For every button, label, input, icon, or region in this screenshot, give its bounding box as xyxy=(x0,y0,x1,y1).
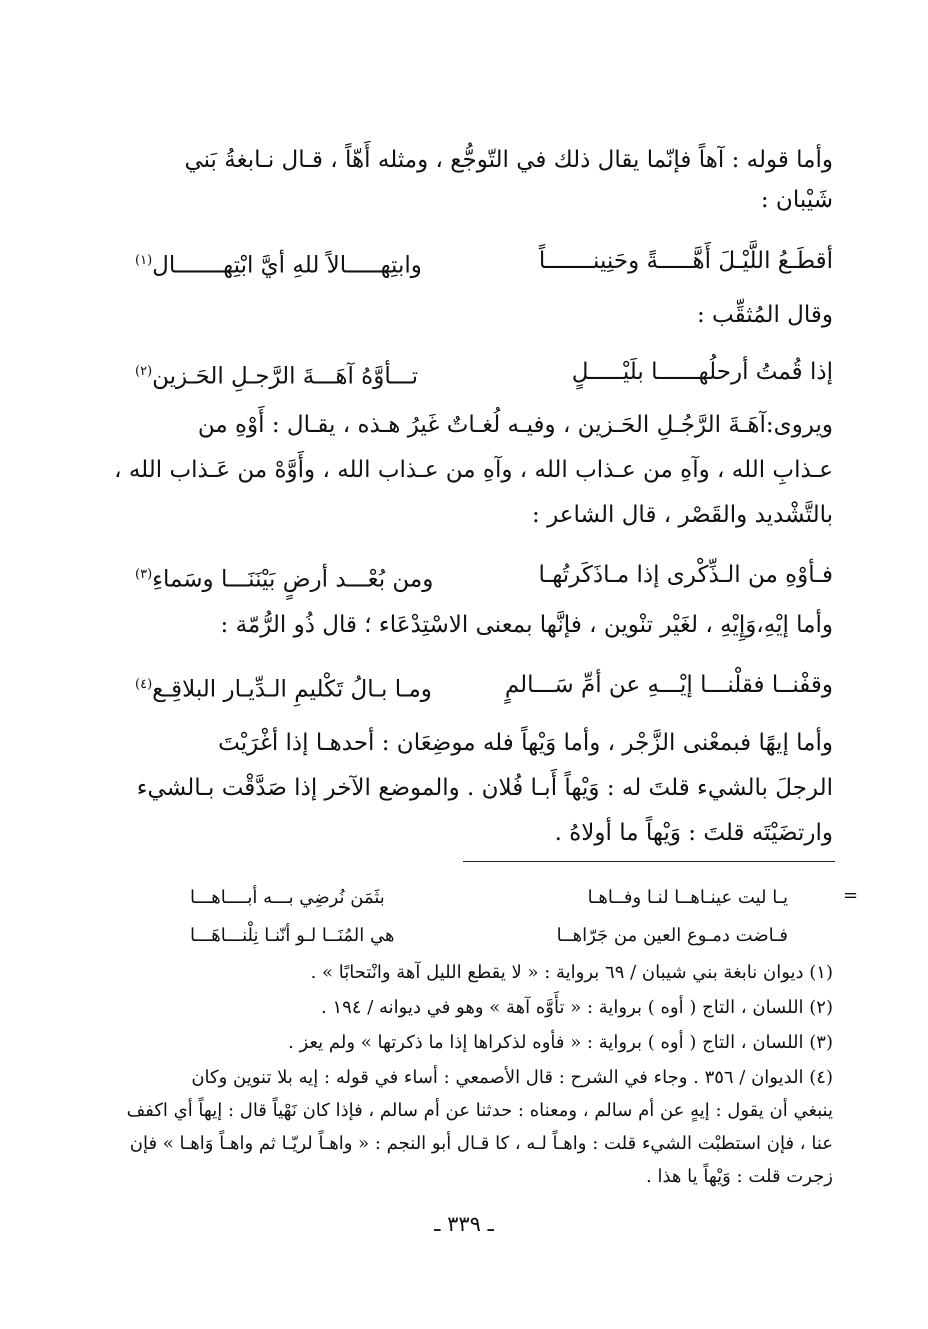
paragraph-line: عـذابِ الله ، وآهِ من عـذاب الله ، وآهِ من عـذاب الله ، وأَوَّهْ من عَـذاب الله ، xyxy=(114,457,833,483)
paragraph-line: بالتَّشْديد والقَصْر ، قال الشاعر : xyxy=(532,502,833,528)
footnote-separator xyxy=(463,861,835,862)
paragraph-line: وارتضَيْتَه قلتَ : وَيْهاً ما أولاهُ . xyxy=(554,820,833,846)
footnote-marker: (٤) xyxy=(135,677,153,692)
verse-second-hemistich xyxy=(135,670,432,705)
verse-text: وابتِهـــــالاً للهِ أيَّ ابْتِهـــــــال xyxy=(152,252,422,279)
footnote-2: (٢) اللسان ، التاج ( أوه ) برواية : « تأَوَّه آهة » وهو في ديوانه / ١٩٤ . xyxy=(321,997,833,1018)
verse-second-hemistich xyxy=(135,357,418,392)
verse-text: ومـا بـالُ تَكْليمِ الـدِّيـار البلاقِـع xyxy=(152,676,432,703)
verse-second-hemistich xyxy=(135,560,433,595)
verse-text: فـأوْهِ من الـذِّكْرى إذا مـاذَكَرتُهـا xyxy=(538,562,833,588)
footnote-4-line: (٤) الديوان / ٣٥٦ . وجاء في الشرح : قال الأصمعي : أساء في قوله : إيه بلا تنوين وكان xyxy=(191,1067,833,1088)
verse-first-hemistich xyxy=(538,560,833,590)
footnote-1: (١) ديوان نابغة بني شيبان / ٦٩ برواية : « لا يقطع الليل آهة وانْتحابًا » . xyxy=(310,962,833,983)
page-number: ـ ٣٣٩ ـ xyxy=(434,1212,494,1236)
footnote-verse-second: بثَمَن نُرضِي بـــه أبــــاهـــا xyxy=(190,887,385,908)
verse-first-hemistich xyxy=(539,246,833,276)
paragraph-line: ويروى:آهَـةَ الرَّجُـلِ الحَـزين ، وفيـه لُغـاتٌ غَيرُ هـذه ، يقـال : أَوْهِ من xyxy=(197,412,833,438)
footnote-verse-first: يـا ليت عينـاهــا لنـا وفــاهـا xyxy=(587,887,788,908)
paragraph-line: وقال المُثقِّب : xyxy=(696,302,833,328)
footnote-4-line: عنا ، فإن استطبْت الشيء قلت : واهـاً لـه ، كا قـال أبو النجم : « واهـاً لريّـا ثم واهـاً وَاهـا » فإن xyxy=(129,1133,833,1154)
verse-text: وقفْنــا فقلْنـــا إيْـــهِ عن أمِّ سَـــالمٍ xyxy=(504,672,833,698)
verse-text: تـــأوَّهُ آهَـــةَ الرَّجـلِ الحَـزين xyxy=(152,363,418,390)
paragraph-line: وأما إيْهِ،وَإِيْهِ ، لغَيْر تنْوين ، فإنَّها بمعنى الاسْتِدْعَاء ؛ قال ذُو الرُّمّة : xyxy=(220,612,833,638)
verse-text: إذا قُمتُ أرحلُهــــــا بلَيْـــــلٍ xyxy=(571,359,833,385)
paragraph-line: وأما إيهًا فبمعْنى الزَّجْر ، وأما وَيْهاً فله موضِعَان : أحدهـا إذا أغْرَيْتَ xyxy=(218,730,833,756)
verse-text: أقطَـعُ اللَّيْـلَ أَهَّـــــةً وحَنِينـــــــاً xyxy=(538,248,833,274)
footnote-4-line: ينبغي أن يقول : إيهٍ عن أم سالم ، ومعناه : حدثنا عن أم سالم ، فإذا كان نَهْياً قال : إيهاً أي اكفف xyxy=(126,1100,833,1121)
footnote-verse-second: هي المُنَــا لـو أنّنـا نِلْنـــاهَـــا xyxy=(190,925,395,946)
verse-second-hemistich xyxy=(135,246,422,281)
footnote-verse-first: فـاضت دمـوع العين من جَرّاهــا xyxy=(556,925,788,946)
footnote-marker: (٢) xyxy=(135,364,153,379)
paragraph-line: وأما قوله : آهاً فإنّما يقال ذلك في التّوجُّع ، ومثله أَهّاً ، قـال نـابغةُ بَني xyxy=(184,147,833,173)
verse-text: ومن بُعْـــد أرضٍ بَيْنَنَـــا وسَماءِ xyxy=(152,566,434,593)
paragraph-line: شَيْبان : xyxy=(760,187,833,213)
footnote-4-line: زجرت قلت : وَيْهاً يا هذا . xyxy=(646,1166,833,1187)
footnote-marker: (٣) xyxy=(135,567,153,582)
verse-first-hemistich xyxy=(505,670,833,700)
paragraph-line: الرجلَ بالشيء قلتَ له : وَيْهاً أَبـا فُلان . والموضع الآخر إذا صَدَّقْت بـالشيء xyxy=(136,775,833,801)
footnote-marker: (١) xyxy=(135,253,153,268)
continuation-mark: = xyxy=(843,885,859,906)
verse-first-hemistich xyxy=(572,357,833,387)
footnote-3: (٣) اللسان ، التاج ( أوه ) برواية : « فأوه لذكراها إذا ما ذكرتها » ولم يعز . xyxy=(288,1032,833,1053)
